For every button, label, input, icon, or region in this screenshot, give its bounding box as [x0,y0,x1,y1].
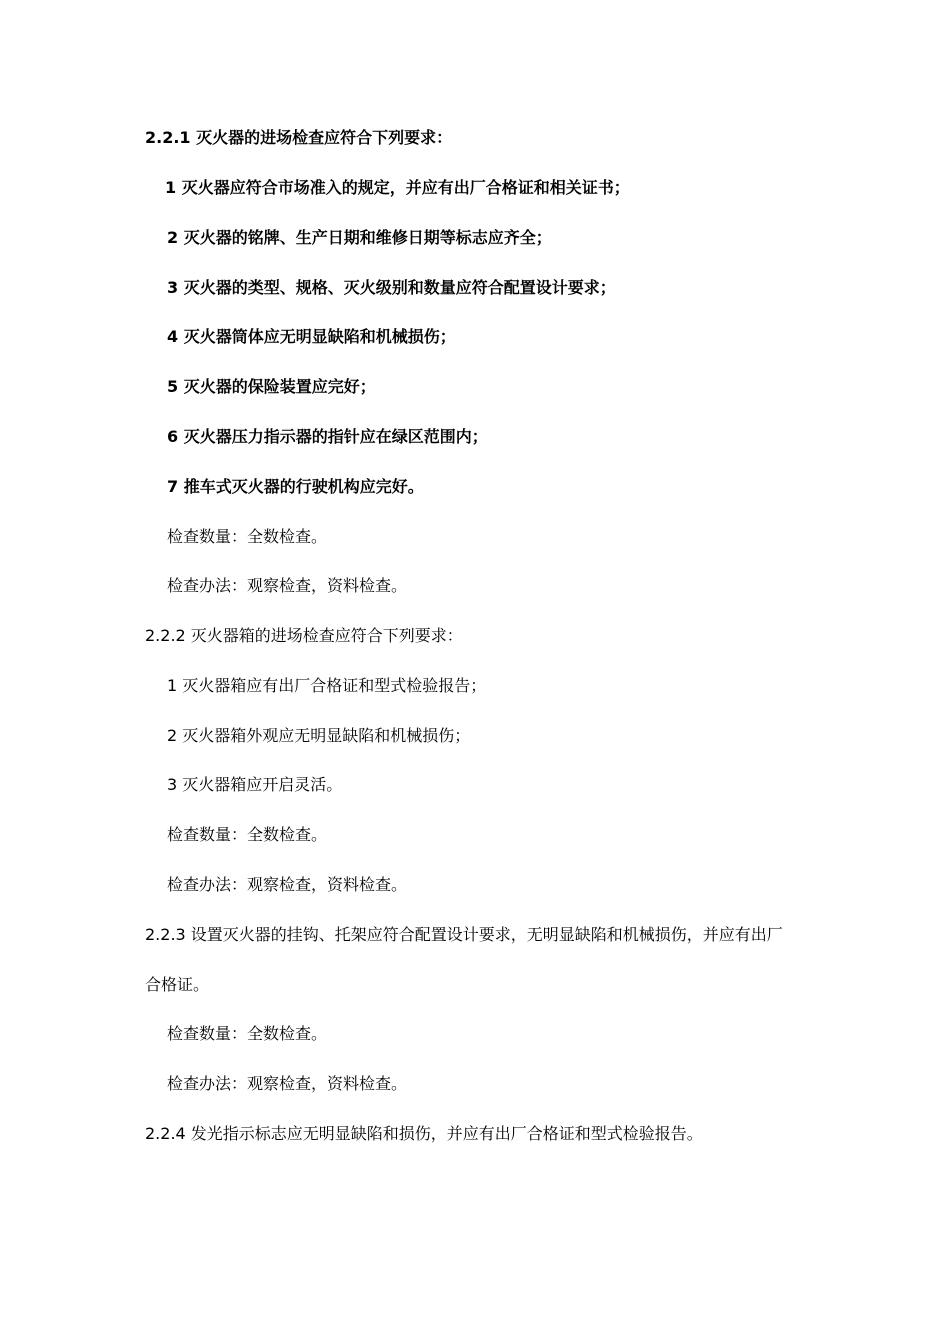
list-item: 6 灭火器压力指示器的指针应在绿区范围内； [167,427,488,446]
list-item: 4 灭火器筒体应无明显缺陷和机械损伤； [167,327,456,346]
check-method: 检查办法：观察检查，资料检查。 [167,1074,408,1093]
check-quantity: 检查数量：全数检查。 [167,825,328,844]
section-heading-2-2-1: 2.2.1 灭火器的进场检查应符合下列要求： [145,128,453,147]
section-heading-2-2-3: 2.2.3 设置灭火器的挂钩、托架应符合配置设计要求，无明显缺陷和机械损伤，并应有出厂 [145,925,783,944]
section-heading-2-2-2: 2.2.2 灭火器箱的进场检查应符合下列要求： [145,626,463,645]
list-item: 1 灭火器应符合市场准入的规定，并应有出厂合格证和相关证书； [165,178,630,197]
list-item: 5 灭火器的保险装置应完好； [167,377,376,396]
list-item: 2 灭火器箱外观应无明显缺陷和机械损伤； [167,726,471,745]
list-item: 3 灭火器箱应开启灵活。 [167,775,343,794]
section-heading-2-2-4: 2.2.4 发光指示标志应无明显缺陷和损伤，并应有出厂合格证和型式检验报告。 [145,1124,703,1143]
check-quantity: 检查数量：全数检查。 [167,527,328,546]
list-item: 3 灭火器的类型、规格、灭火级别和数量应符合配置设计要求； [167,278,616,297]
check-method: 检查办法：观察检查，资料检查。 [167,875,408,894]
check-method: 检查办法：观察检查，资料检查。 [167,576,408,595]
list-item: 2 灭火器的铭牌、生产日期和维修日期等标志应齐全； [167,228,552,247]
section-heading-2-2-3-continued: 合格证。 [145,975,210,994]
list-item: 7 推车式灭火器的行驶机构应完好。 [167,477,424,496]
check-quantity: 检查数量：全数检查。 [167,1024,328,1043]
list-item: 1 灭火器箱应有出厂合格证和型式检验报告； [167,676,487,695]
